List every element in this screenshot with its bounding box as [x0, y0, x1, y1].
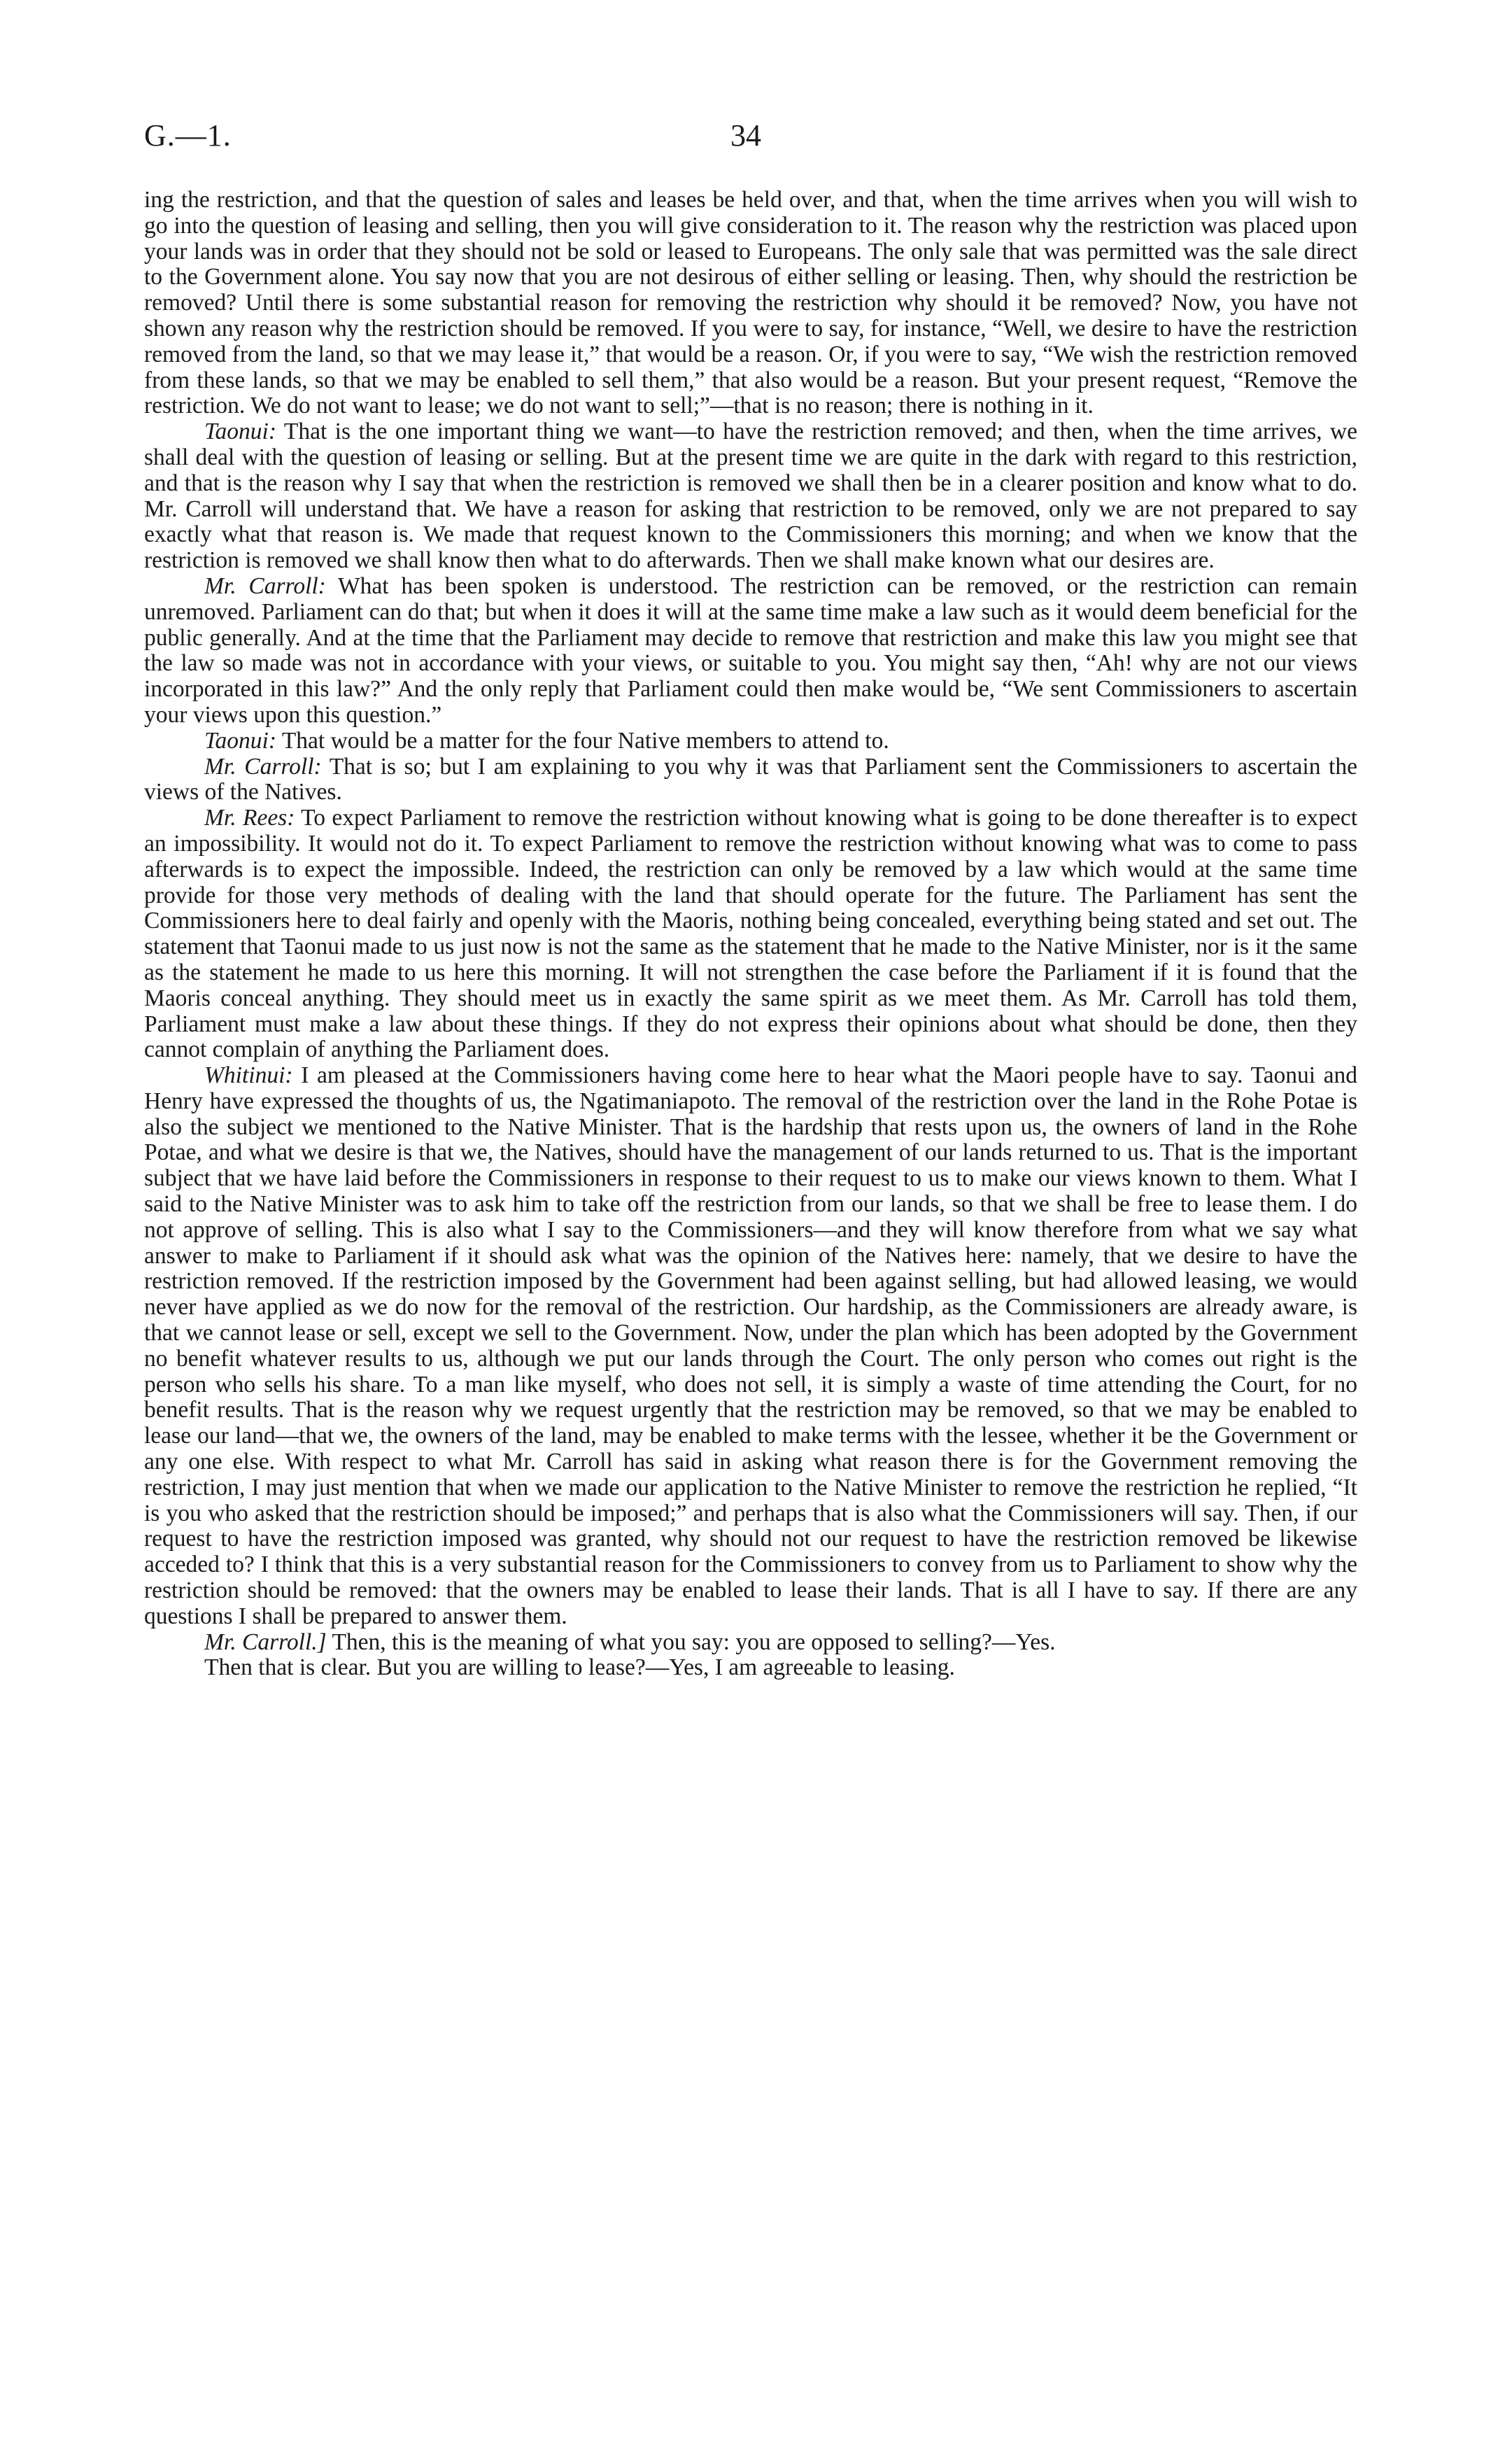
paragraph-carroll-2 — [144, 754, 1357, 806]
paragraph-taonui-2 — [144, 729, 1357, 754]
speaker-name: Mr. Carroll: — [204, 572, 326, 599]
speaker-name: Mr. Carroll: — [204, 753, 322, 780]
paragraph-carroll-question — [144, 1630, 1357, 1656]
page-header — [144, 118, 1362, 160]
page-number: 34 — [730, 118, 761, 153]
speaker-name: Mr. Carroll.] — [204, 1629, 327, 1655]
paragraph-taonui-1 — [144, 419, 1357, 574]
paragraph-whitinui — [144, 1063, 1357, 1630]
paragraph-carroll-1 — [144, 574, 1357, 729]
paragraph-text: That would be a matter for the four Native members to attend to. — [281, 727, 889, 754]
paragraph-rees — [144, 806, 1357, 1063]
paragraph-text: That is so; but I am explaining to you why it was that Parliament sent the Commissioners to ascertain the views of the Natives. — [144, 753, 1357, 806]
paragraph-text: Then that is clear. But you are willing to lease?—Yes, I am agreeable to leasing. — [204, 1654, 955, 1681]
paragraph-closing-answer — [144, 1655, 1357, 1681]
document-reference: G.—1. — [144, 118, 232, 153]
paragraph-text: Then, this is the meaning of what you say: you are opposed to selling?—Yes. — [332, 1629, 1056, 1655]
speaker-name: Mr. Rees: — [204, 805, 295, 831]
paragraph-text: What has been spoken is understood. The restriction can be removed, or the restriction can remain unremoved. Parliament can do that; but when it does it will at the same time make a law such as it would deem beneficial for the public generally. And at the time that the Parliament may decide to remove that restriction and make this law you might see that the law so made was not in accordance with your views, or suitable to you. You might say then, “Ah! why are not our views incorporated in this law?” And the only reply that Parliament could then make would be, “We sent Commissioners to ascertain your views upon this question.” — [144, 572, 1357, 728]
paragraph-continuation — [144, 188, 1357, 419]
speaker-name: Taonui: — [204, 418, 277, 445]
paragraph-text: I am pleased at the Commissioners having come here to hear what the Maori people have to say. Taonui and Henry have expressed the thoughts of us, the Ngatimaniapoto. The removal of the restriction over the land in the Rohe Potae is also the subject we mentioned to the Native Minister. That is the hardship that rests upon us, the owners of land in the Rohe Potae, and what we desire is that we, the Natives, should have the management of our lands returned to us. That is the important subject that we have laid before the Commissioners in response to their request to us to make our views known to them. What I said to the Native Minister was to ask him to take off the restriction from our lands, so that we shall be free to lease them. I do not approve of selling. This is also what I say to the Commissioners—and they will know therefore from what we say what answer to make to Parliament if it should ask what was the opinion of the Natives here: namely, that we desire to have the restriction removed. If the restriction imposed by the Government had been against selling, but had allowed leasing, we would never have applied as we do now for the removal of the restriction. Our hardship, as the Commissioners are already aware, is that we cannot lease or sell, except we sell to the Government. Now, under the plan which has been adopted by the Government no benefit whatever results to us, although we put our lands through the Court. The only person who comes out right is the person who sells his share. To a man like myself, who does not sell, it is simply a waste of time attending the Court, for no benefit results. That is the reason why we request urgently that the restriction may be removed, so that we may be enabled to lease our land—that we, the owners of the land, may be enabled to make terms with the lessee, whether it be the Government or any one else. With respect to what Mr. Carroll has said in asking what reason there is for the Government removing the restriction, I may just mention that when we made our application to the Native Minister to remove the restriction he replied, “It is you who asked that the restriction should be imposed;” and perhaps that is also what the Commissioners will say. Then, if our request to have the restriction imposed was granted, why should not our request to have the restriction removed be likewise acceded to? I think that this is a very substantial reason for the Commissioners to convey from us to Parliament to show why the restriction should be removed: that the owners may be enabled to lease their lands. That is all I have to say. If there are any questions I shall be prepared to answer them. — [144, 1062, 1358, 1629]
paragraph-text: To expect Parliament to remove the restriction without knowing what is going to be done thereafter is to expect an impossibility. It would not do it. To expect Parliament to remove the restriction without knowing what was to come to pass afterwards is to expect the impossible. Indeed, the restriction can only be removed by a law which would at the same time provide for those very methods of dealing with the land that should operate for the future. The Parliament has sent the Commissioners here to deal fairly and openly with the Maoris, nothing being concealed, everything being stated and set out. The statement that Taonui made to us just now is not the same as the statement that he made to the Native Minister, nor is it the same as the statement he made to us here this morning. It will not strengthen the case before the Parliament if it is found that the Maoris conceal anything. They should meet us in exactly the same spirit as we meet them. As Mr. Carroll has told them, Parliament must make a law about these things. If they do not express their opinions about what should be done, then they cannot complain of anything the Parliament does. — [144, 805, 1357, 1063]
speaker-name: Taonui: — [204, 727, 277, 754]
paragraph-text: ing the restriction, and that the question of sales and leases be held over, and that, when the time arrives when you will wish to go into the question of leasing and selling, then you will give consideration to it. The reason why the restriction was placed upon your lands was in order that they should not be sold or leased to Europeans. The only sale that was permitted was the sale direct to the Government alone. You say now that you are not desirous of either selling or leasing. Then, why should the restriction be removed? Until there is some substantial reason for removing the restriction why should it be removed? Now, you have not shown any reason why the restriction should be removed. If you were to say, for instance, “Well, we desire to have the restriction removed from the land, so that we may lease it,” that would be a reason. Or, if you were to say, “We wish the restriction removed from these lands, so that we may be enabled to sell them,” that also would be a reason. But your present request, “Remove the restriction. We do not want to lease; we do not want to sell;”—that is no reason; there is nothing in it. — [144, 187, 1357, 419]
body-text — [144, 188, 1357, 1681]
paragraph-text: That is the one important thing we want—to have the restriction removed; and then, when the time arrives, we shall deal with the question of leasing or selling. But at the present time we are quite in the dark with regard to this restriction, and that is the reason why I say that when the restriction is removed we shall then be in a clearer position and know what to do. Mr. Carroll will understand that. We have a reason for asking that restriction to be removed, only we are not prepared to say exactly what that reason is. We made that request known to the Commissioners this morning; and when we know that the restriction is removed we shall know then what to do afterwards. Then we shall make known what our desires are. — [144, 418, 1357, 574]
speaker-name: Whitinui: — [204, 1062, 293, 1089]
